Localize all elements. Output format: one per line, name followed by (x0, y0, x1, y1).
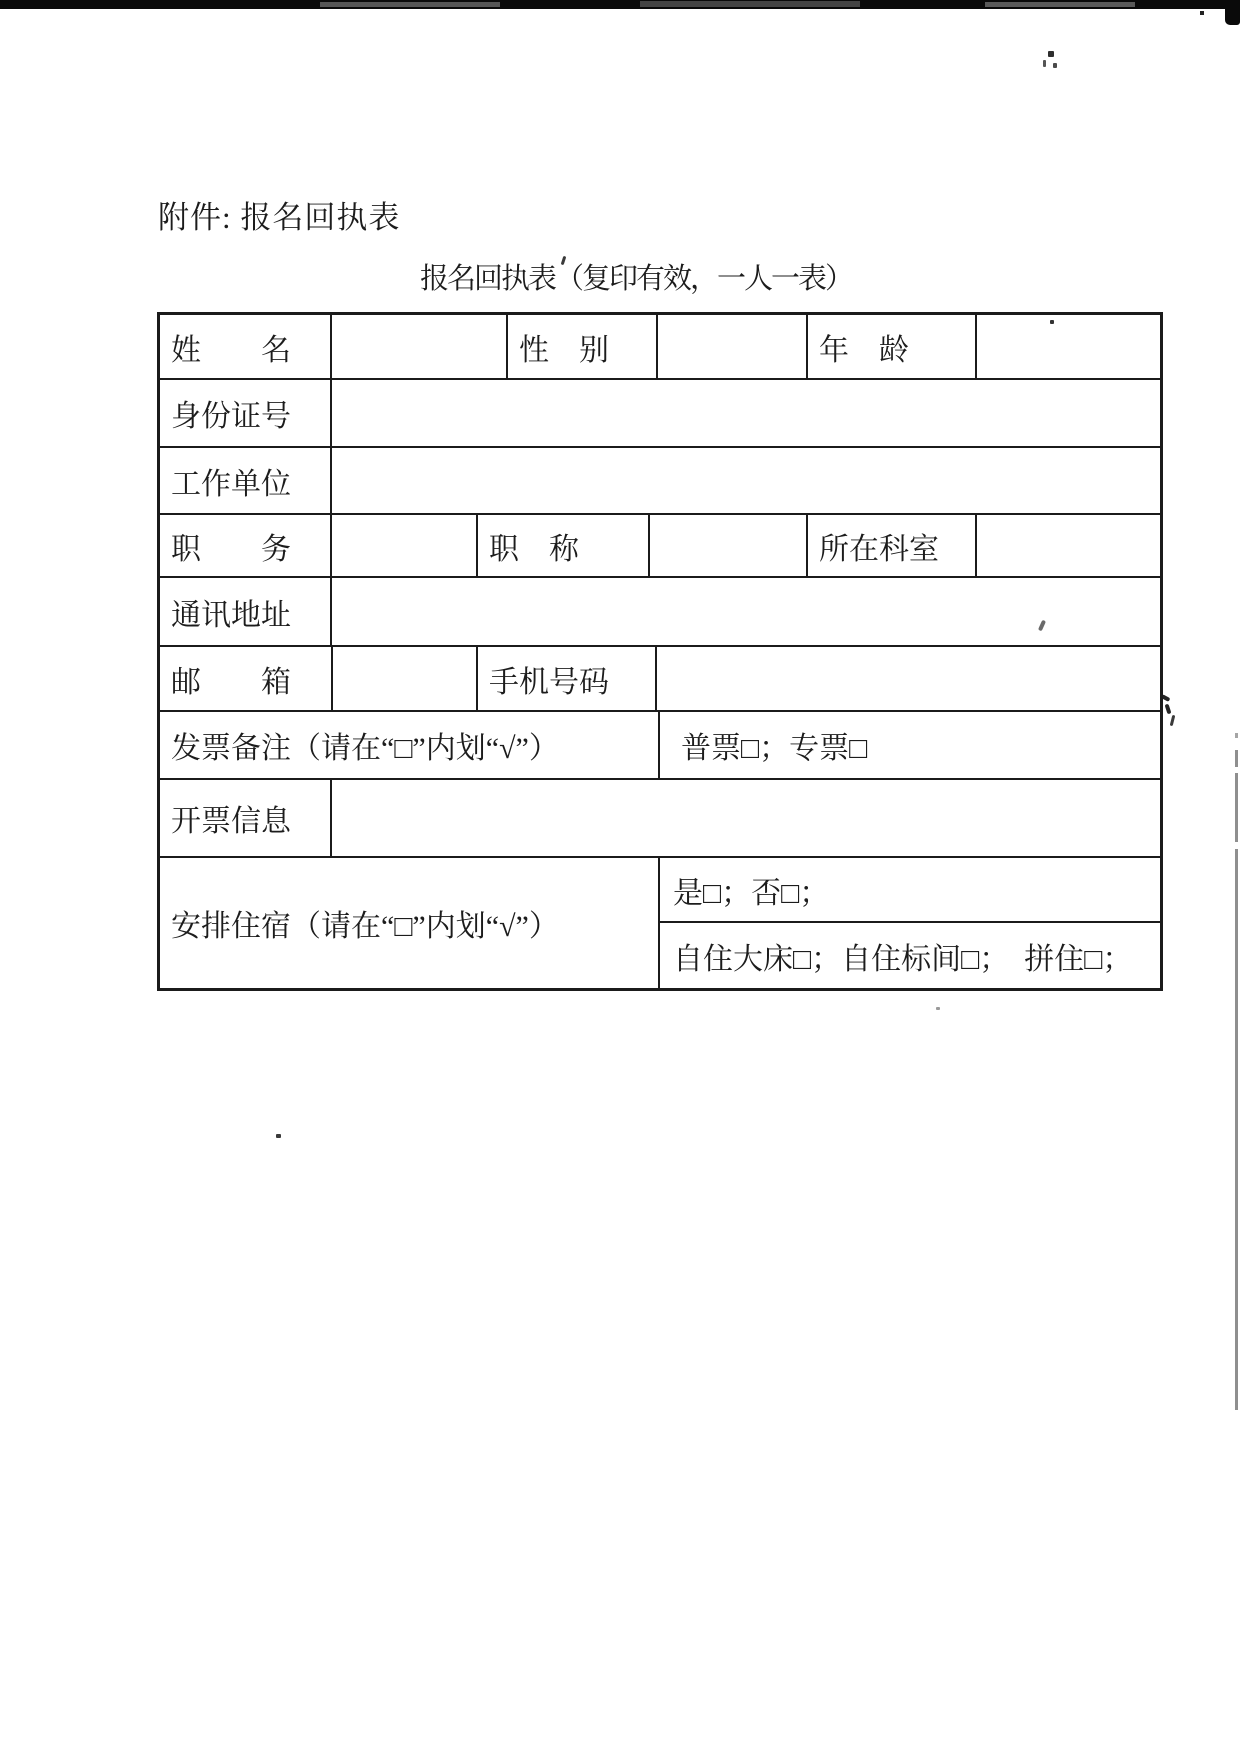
table-row-employer (160, 448, 1160, 515)
lodging-room-options: 自住大床□；自住标间□； 拼住□； (673, 942, 1133, 976)
mobile-value-cell (657, 647, 1160, 710)
scan-corner-blob (1225, 0, 1240, 25)
gender-label: 性 别 (508, 315, 658, 378)
title-value-cell (650, 515, 808, 576)
address-value-cell (332, 578, 1160, 645)
scan-speck (276, 1134, 281, 1138)
form-title: 报名回执表（复印有效，一人一表） (420, 263, 853, 295)
scan-ink-smudge (1165, 704, 1172, 715)
name-value-cell (332, 315, 508, 378)
lodging-yes-no-options: 是□；否□； (660, 858, 1160, 923)
table-row-id-number (160, 380, 1160, 448)
title-label: 职 称 (478, 515, 650, 576)
email-label: 邮 箱 (160, 647, 333, 710)
table-row-lodging (160, 858, 1160, 988)
table-row-address (160, 578, 1160, 647)
scan-speck (1043, 60, 1046, 67)
position-value-cell (332, 515, 478, 576)
id-number-value-cell (332, 380, 1160, 446)
lodging-options-stack (660, 858, 1160, 988)
scan-speck (936, 1007, 940, 1010)
table-row-name-gender-age (160, 315, 1160, 380)
department-value-cell (977, 515, 1160, 576)
table-row-invoice-info (160, 780, 1160, 858)
scan-speck (1053, 63, 1057, 68)
lodging-label: 安排住宿（请在“□”内划“√”） (160, 858, 660, 988)
name-label: 姓 名 (160, 315, 332, 378)
mobile-label: 手机号码 (478, 647, 657, 710)
scan-top-edge-patch (985, 2, 1135, 7)
table-row-email-mobile (160, 647, 1160, 712)
scan-ink-smudge (1170, 715, 1176, 726)
scan-edge-line (1235, 849, 1238, 1410)
invoice-info-label: 开票信息 (160, 780, 332, 856)
age-value-cell (977, 315, 1160, 378)
scan-edge-line (1235, 733, 1238, 738)
employer-value-cell (332, 448, 1160, 513)
invoice-options: 普票□；专票□ (681, 732, 868, 765)
employer-label: 工作单位 (160, 448, 332, 513)
scan-top-edge-patch (320, 2, 500, 7)
id-number-label: 身份证号 (160, 380, 332, 446)
age-label: 年 龄 (808, 315, 977, 378)
gender-value-cell (658, 315, 808, 378)
table-row-invoice-remark (160, 712, 1160, 780)
scan-speck (1048, 51, 1054, 57)
scan-edge-line (1235, 750, 1238, 767)
email-value-cell (333, 647, 478, 710)
attachment-line: 附件: 报名回执表 (158, 200, 401, 235)
invoice-note-label: 发票备注（请在“□”内划“√”） (160, 712, 660, 778)
invoice-info-value-cell (332, 780, 1160, 856)
scan-speck (1200, 11, 1204, 15)
address-label: 通讯地址 (160, 578, 332, 645)
position-label: 职 务 (160, 515, 332, 576)
table-row-position-title-department (160, 515, 1160, 578)
scan-edge-line (1235, 773, 1238, 842)
department-label: 所在科室 (808, 515, 977, 576)
scan-top-edge-patch (640, 1, 860, 7)
registration-form-table (157, 312, 1163, 991)
